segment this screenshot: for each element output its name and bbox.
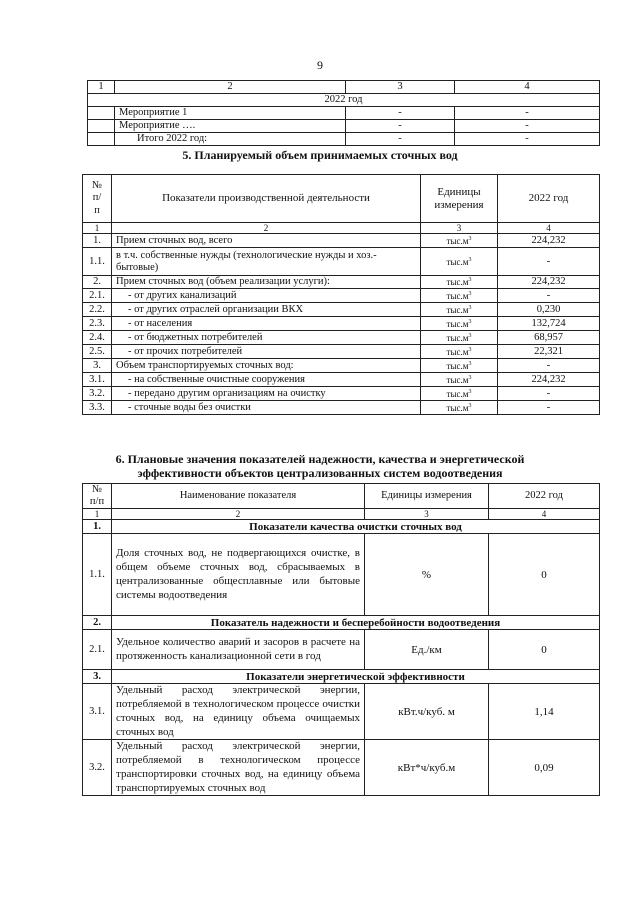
- unit-text: тыс.м: [446, 277, 469, 288]
- row-unit: [421, 234, 498, 248]
- group-header-row: [83, 520, 600, 534]
- table-row: [83, 289, 600, 303]
- colnum-3: 3: [346, 81, 455, 94]
- head-year: 2022 год: [498, 175, 600, 223]
- unit-text: тыс.м: [446, 374, 469, 385]
- reliability-indicators-table: [82, 483, 600, 796]
- row-unit: [421, 303, 498, 317]
- row-number: 2.1.: [83, 289, 112, 303]
- unit-text: тыс.м: [446, 346, 469, 357]
- row-value: 224,232: [498, 373, 600, 387]
- row-label: - от других канализаций: [112, 289, 421, 303]
- row-unit: [421, 317, 498, 331]
- table-row: [83, 331, 600, 345]
- row-unit: [421, 289, 498, 303]
- head-indicator: Наименование показателя: [112, 484, 365, 509]
- row-value: 0,230: [498, 303, 600, 317]
- group-number: 2.: [83, 616, 112, 630]
- row-unit: %: [365, 534, 489, 616]
- table-row: [83, 740, 600, 796]
- row-unit: [421, 373, 498, 387]
- unit-text: тыс.м: [446, 318, 469, 329]
- unit-superscript: 3: [468, 277, 472, 284]
- colnum-1: 1: [83, 509, 112, 520]
- row-value: 0: [489, 630, 600, 670]
- measure-c3: -: [346, 107, 455, 120]
- group-title: Показатель надежности и бесперебойности водоотведения: [112, 616, 600, 630]
- unit-text: тыс.м: [446, 304, 469, 315]
- row-unit: [421, 345, 498, 359]
- row-number: 3.2.: [83, 740, 112, 796]
- table-row: [83, 317, 600, 331]
- row-number: 2.1.: [83, 630, 112, 670]
- row-unit: [421, 248, 498, 276]
- measure-c3: -: [346, 120, 455, 133]
- row-number: 3.2.: [83, 387, 112, 401]
- unit-superscript: 3: [468, 346, 472, 353]
- row-value: 22,321: [498, 345, 600, 359]
- row-unit: кВт*ч/куб.м: [365, 740, 489, 796]
- row-label: Удельный расход электрической энергии, потребляемой в технологическом процессе очистки сточных вод, на единицу объема очищаемых сточных вод: [112, 684, 365, 740]
- section6-title-line1: 6. Плановые значения показателей надежности, качества и энергетической: [115, 452, 525, 466]
- unit-superscript: 3: [468, 318, 472, 325]
- row-value: 1,14: [489, 684, 600, 740]
- wastewater-volume-table: [82, 174, 600, 415]
- group-title: Показатели качества очистки сточных вод: [112, 520, 600, 534]
- row-number: 3.1.: [83, 684, 112, 740]
- row-label: - на собственные очистные сооружения: [112, 373, 421, 387]
- row-value: -: [498, 248, 600, 276]
- row-unit: [421, 387, 498, 401]
- table-row: [83, 345, 600, 359]
- measures-table: [87, 80, 600, 146]
- colnum-2: 2: [112, 509, 365, 520]
- row-number: 1.1.: [83, 248, 112, 276]
- row-number: 2.3.: [83, 317, 112, 331]
- head-indicator: Показатели производственной деятельности: [112, 175, 421, 223]
- section5-title: 5. Планируемый объем принимаемых сточных вод: [182, 148, 458, 162]
- row-value: 68,957: [498, 331, 600, 345]
- page-number: 9: [317, 58, 323, 72]
- measure-c4: -: [455, 107, 600, 120]
- unit-text: тыс.м: [446, 256, 469, 267]
- row-label: - от прочих потребителей: [112, 345, 421, 359]
- colnum-3: 3: [421, 223, 498, 234]
- head-units: Единицы измерения: [421, 175, 498, 223]
- row-value: -: [498, 401, 600, 415]
- row-label: - от бюджетных потребителей: [112, 331, 421, 345]
- unit-superscript: 3: [468, 360, 472, 367]
- table-row: [83, 234, 600, 248]
- row-label: Удельный расход электрической энергии, потребляемой в технологическом процессе транспортировки сточных вод, на единицу объема транспортируемых сточных вод: [112, 740, 365, 796]
- unit-superscript: 3: [468, 388, 472, 395]
- table-row: [83, 276, 600, 289]
- unit-text: тыс.м: [446, 235, 469, 246]
- table-row: [83, 684, 600, 740]
- colnum-1: 1: [88, 81, 115, 94]
- row-number: 2.5.: [83, 345, 112, 359]
- measure-label: Мероприятие 1: [115, 107, 346, 120]
- unit-superscript: 3: [468, 402, 472, 409]
- row-number: 3.: [83, 359, 112, 373]
- row-unit: [421, 401, 498, 415]
- measure-c3: -: [346, 133, 455, 146]
- unit-text: тыс.м: [446, 402, 469, 413]
- measure-label: Мероприятие ….: [115, 120, 346, 133]
- row-label: Удельное количество аварий и засоров в расчете на протяженность канализационной сети в год: [112, 630, 365, 670]
- row-value: 224,232: [498, 234, 600, 248]
- colnum-2: 2: [112, 223, 421, 234]
- unit-text: тыс.м: [446, 388, 469, 399]
- measure-c4: -: [455, 120, 600, 133]
- head-num: № п/ п: [83, 175, 112, 223]
- table-row: [83, 630, 600, 670]
- group-header-row: [83, 670, 600, 684]
- colnum-1: 1: [83, 223, 112, 234]
- row-label: - передано другим организациям на очистку: [112, 387, 421, 401]
- unit-superscript: 3: [468, 304, 472, 311]
- row-unit: [421, 276, 498, 289]
- measure-c4: -: [455, 133, 600, 146]
- table-row: [83, 303, 600, 317]
- year-row: 2022 год: [88, 94, 600, 107]
- group-number: 1.: [83, 520, 112, 534]
- unit-superscript: 3: [468, 256, 472, 263]
- row-value: -: [498, 387, 600, 401]
- row-number: 1.1.: [83, 534, 112, 616]
- colnum-4: 4: [489, 509, 600, 520]
- row-value: 0: [489, 534, 600, 616]
- row-number: 2.4.: [83, 331, 112, 345]
- row-label: Прием сточных вод (объем реализации услуги):: [112, 276, 421, 289]
- unit-superscript: 3: [468, 374, 472, 381]
- table-row: [83, 534, 600, 616]
- row-unit: кВт.ч/куб. м: [365, 684, 489, 740]
- unit-text: тыс.м: [446, 290, 469, 301]
- colnum-4: 4: [455, 81, 600, 94]
- head-year: 2022 год: [489, 484, 600, 509]
- group-header-row: [83, 616, 600, 630]
- unit-text: тыс.м: [446, 360, 469, 371]
- head-units: Единицы измерения: [365, 484, 489, 509]
- row-value: 0,09: [489, 740, 600, 796]
- unit-superscript: 3: [468, 290, 472, 297]
- row-unit: Ед./км: [365, 630, 489, 670]
- row-unit: [421, 359, 498, 373]
- row-label: Прием сточных вод, всего: [112, 234, 421, 248]
- row-unit: [421, 331, 498, 345]
- table-row: [83, 248, 600, 276]
- head-num: № п/п: [83, 484, 112, 509]
- group-title: Показатели энергетической эффективности: [112, 670, 600, 684]
- unit-text: тыс.м: [446, 332, 469, 343]
- table-row: [83, 373, 600, 387]
- row-value: -: [498, 359, 600, 373]
- colnum-2: 2: [115, 81, 346, 94]
- table-row: [83, 359, 600, 373]
- group-number: 3.: [83, 670, 112, 684]
- row-number: 1.: [83, 234, 112, 248]
- row-number: 3.3.: [83, 401, 112, 415]
- row-label: - сточные воды без очистки: [112, 401, 421, 415]
- row-value: 132,724: [498, 317, 600, 331]
- colnum-4: 4: [498, 223, 600, 234]
- row-value: 224,232: [498, 276, 600, 289]
- row-number: 2.: [83, 276, 112, 289]
- row-number: 3.1.: [83, 373, 112, 387]
- row-label: в т.ч. собственные нужды (технологические нужды и хоз.-бытовые): [112, 248, 421, 276]
- section6-title-line2: эффективности объектов централизованных систем водоотведения: [137, 466, 503, 480]
- unit-superscript: 3: [468, 235, 472, 242]
- row-label: - от населения: [112, 317, 421, 331]
- row-label: Объем транспортируемых сточных вод:: [112, 359, 421, 373]
- colnum-3: 3: [365, 509, 489, 520]
- row-number: 2.2.: [83, 303, 112, 317]
- measure-total-label: Итого 2022 год:: [115, 133, 346, 146]
- row-label: Доля сточных вод, не подвергающихся очистке, в общем объеме сточных вод, сбрасываемых в централизованные общесплавные или бытовые системы водоотведения: [112, 534, 365, 616]
- unit-superscript: 3: [468, 332, 472, 339]
- row-label: - от других отраслей организации ВКХ: [112, 303, 421, 317]
- row-value: -: [498, 289, 600, 303]
- table-row: [83, 387, 600, 401]
- table-row: [83, 401, 600, 415]
